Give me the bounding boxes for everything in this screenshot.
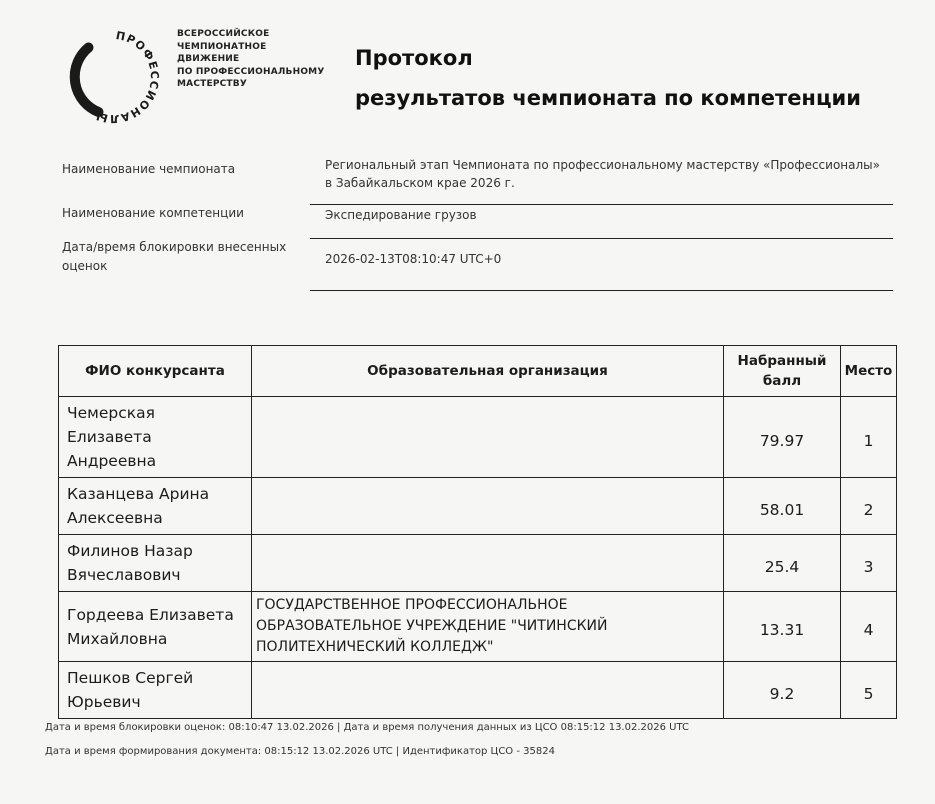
footer-line-1: Дата и время блокировки оценок: 08:10:47 13.02.2026 | Дата и время получения данных из ЦСО 08:15:12 13.02.2026 UTC — [45, 722, 689, 733]
table-row — [59, 478, 897, 535]
participant-name: Чемерская Елизавета Андреевна — [59, 397, 252, 478]
table-row — [59, 592, 897, 662]
header-name: ФИО конкурсанта — [59, 346, 252, 397]
logo-ring-arc — [75, 48, 99, 113]
svg-text:ПРОФЕССИОНАЛЫ — [94, 29, 161, 125]
participant-score: 79.97 — [724, 397, 841, 478]
participant-name: Гордеева Елизавета Михайловна — [59, 592, 252, 662]
professionaly-logo — [58, 22, 168, 132]
table-row — [59, 535, 897, 592]
participant-place: 1 — [841, 397, 897, 478]
divider — [310, 204, 893, 205]
footer-line-2: Дата и время формирования документа: 08:15:12 13.02.2026 UTC | Идентификатор ЦСО - 35824 — [45, 746, 555, 757]
participant-place: 5 — [841, 662, 897, 719]
table-row — [59, 397, 897, 478]
participant-org — [252, 478, 724, 535]
championship-label: Наименование чемпионата — [62, 162, 236, 176]
results-table — [58, 345, 897, 719]
participant-place: 4 — [841, 592, 897, 662]
competence-label: Наименование компетенции — [62, 206, 244, 220]
table-row — [59, 662, 897, 719]
header-place: Место — [841, 346, 897, 397]
divider — [310, 238, 893, 239]
table-header-row — [59, 346, 897, 397]
competence-value: Экспедирование грузов — [325, 208, 477, 222]
participant-name: Казанцева Арина Алексеевна — [59, 478, 252, 535]
participant-score: 25.4 — [724, 535, 841, 592]
championship-value: Региональный этап Чемпионата по профессиональному мастерству «Профессионалы» в Забайкальском крае 2026 г. — [325, 158, 880, 190]
participant-name: Филинов Назар Вячеславович — [59, 535, 252, 592]
logo-ring-text: ПРОФЕССИОНАЛЫ — [93, 28, 162, 126]
participant-place: 2 — [841, 478, 897, 535]
header-org: Образовательная организация — [252, 346, 724, 397]
participant-org — [252, 397, 724, 478]
block-time-label: Дата/время блокировки внесенных оценок — [62, 240, 287, 273]
participant-place: 3 — [841, 535, 897, 592]
divider — [310, 290, 893, 291]
participant-org: ГОСУДАРСТВЕННОЕ ПРОФЕССИОНАЛЬНОЕ ОБРАЗОВАТЕЛЬНОЕ УЧРЕЖДЕНИЕ "ЧИТИНСКИЙ ПОЛИТЕХНИЧЕСКИЙ КОЛЛЕДЖ" — [252, 592, 724, 662]
document-title: Протокол результатов чемпионата по компетенции — [355, 46, 861, 110]
participant-score: 13.31 — [724, 592, 841, 662]
participant-org — [252, 535, 724, 592]
participant-org — [252, 662, 724, 719]
block-time-value: 2026-02-13T08:10:47 UTC+0 — [325, 252, 502, 266]
participant-name: Пешков Сергей Юрьевич — [59, 662, 252, 719]
organization-name: ВСЕРОССИЙСКОЕ ЧЕМПИОНАТНОЕ ДВИЖЕНИЕ ПО ПРОФЕССИОНАЛЬНОМУ МАСТЕРСТВУ — [177, 29, 325, 89]
participant-score: 58.01 — [724, 478, 841, 535]
participant-score: 9.2 — [724, 662, 841, 719]
header-score: Набранный балл — [724, 346, 841, 397]
